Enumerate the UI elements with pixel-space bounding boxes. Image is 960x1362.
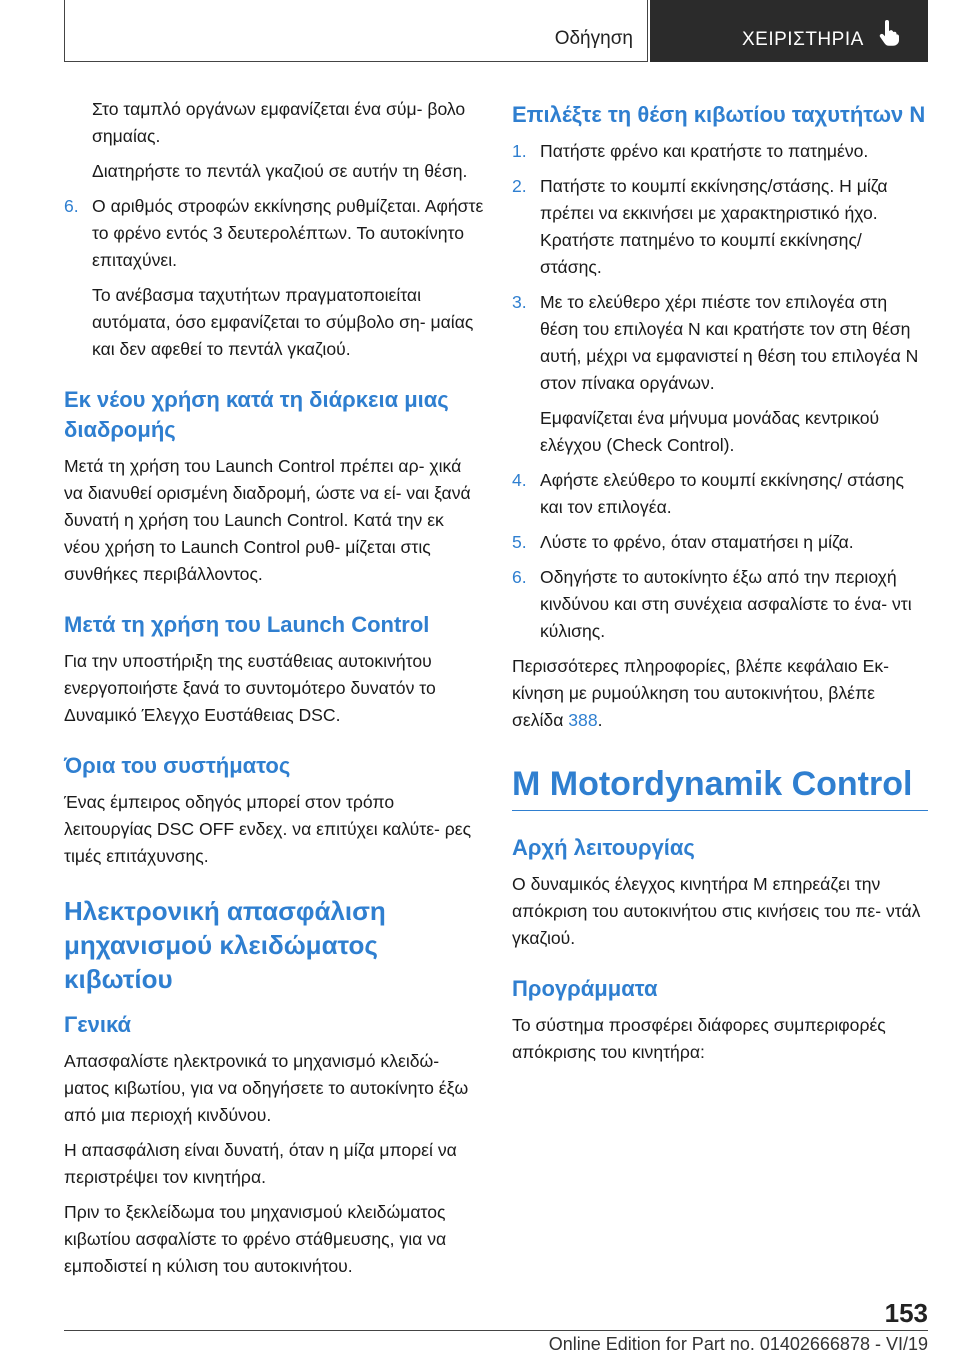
paragraph: Η απασφάλιση είναι δυνατή, όταν η μίζα μπορεί να περιστρέψει τον κινητήρα.: [64, 1140, 457, 1187]
list-item: [64, 193, 484, 274]
list-text: Λύστε το φρένο, όταν σταματήσει η μίζα.: [540, 532, 854, 552]
footer-edition: Online Edition for Part no. 01402666878 - VI/19: [548, 1334, 928, 1354]
main-title: M Motordynamik Control: [512, 764, 928, 811]
more-info-text: Περισσότερες πληροφορίες, βλέπε κεφάλαιο Εκ‐ κίνηση με ρυμούλκηση του αυτοκινήτου, βλέπε σελίδα: [512, 656, 889, 730]
chapter-heading: Ηλεκτρονική απασφάλιση μηχανισμού κλειδώματος κιβωτίου: [64, 896, 386, 994]
paragraph: Το ανέβασμα ταχυτήτων πραγματοποιείται αυτόματα, όσο εμφανίζεται το σύμβολο ση‐ μαίας και δεν αφεθεί το πεντάλ γκαζιού.: [92, 285, 474, 359]
paragraph: Διατηρήστε το πεντάλ γκαζιού σε αυτήν τη θέση.: [92, 161, 468, 181]
header-section-box: [64, 0, 648, 62]
list-item: [512, 289, 928, 397]
list-item: [512, 173, 928, 281]
list-text: Αφήστε ελεύθερο το κουμπί εκκίνησης/ στάσης και τον επιλογέα.: [540, 470, 904, 517]
paragraph: Μετά τη χρήση του Launch Control πρέπει αρ‐ χικά να διανυθεί ορισμένη διαδρομή, ώστε να εί‐ ναι ξανά δυνατή η χρήση του Launch Control. Κατά την εκ νέου χρήση το Launch Control ρυθ‐ μίζεται στις συνθήκες περιβάλλοντος.: [64, 456, 471, 584]
page-number: 153: [884, 1298, 928, 1328]
header-chapter-box: [650, 0, 928, 62]
page-header: [64, 0, 928, 64]
section-heading: Μετά τη χρήση του Launch Control: [64, 612, 430, 637]
list-item: [512, 564, 928, 645]
list-item: [512, 529, 928, 556]
page-reference-link[interactable]: 388: [568, 710, 598, 730]
list-text: Πατήστε φρένο και κρατήστε το πατημένο.: [540, 141, 869, 161]
list-text: Ο αριθμός στροφών εκκίνησης ρυθμίζεται. Αφήστε το φρένο εντός 3 δευτερολέπτων. Το αυτοκίνητο επιταχύνει.: [92, 196, 484, 270]
section-heading: Εκ νέου χρήση κατά τη διάρκεια μιας διαδρομής: [64, 387, 449, 442]
more-info-end: .: [597, 710, 603, 730]
list-number: 5.: [512, 532, 527, 552]
paragraph: Απασφαλίστε ηλεκτρονικά το μηχανισμό κλειδώ‐ ματος κιβωτίου, για να οδηγήσετε το αυτοκίνητο έξω από μια περιοχή κινδύνου.: [64, 1051, 469, 1125]
paragraph: Εμφανίζεται ένα μήνυμα μονάδας κεντρικού ελέγχου (Check Control).: [540, 408, 880, 455]
paragraph: Πριν το ξεκλείδωμα του μηχανισμού κλειδώματος κιβωτίου ασφαλίστε το φρένο στάθμευσης, για να εμποδιστεί η κύλιση του αυτοκινήτου.: [64, 1202, 447, 1276]
paragraph: [512, 653, 928, 734]
right-column: [512, 96, 928, 1074]
section-heading: Προγράμματα: [512, 976, 658, 1001]
hand-pointer-icon: [878, 20, 900, 46]
paragraph: Ένας έμπειρος οδηγός μπορεί στον τρόπο λειτουργίας DSC OFF ενδεχ. να επιτύχει καλύτε‐ ρες τιμές επιτάχυνσης.: [64, 792, 472, 866]
paragraph: Το σύστημα προσφέρει διάφορες συμπεριφορές απόκρισης του κινητήρα:: [512, 1015, 886, 1062]
list-item: [512, 467, 928, 521]
list-number: 2.: [512, 176, 527, 196]
paragraph: Ο δυναμικός έλεγχος κινητήρα M επηρεάζει την απόκριση του αυτοκινήτου στις κινήσεις του πε‐ ντάλ γκαζιού.: [512, 874, 921, 948]
section-heading: Επιλέξτε τη θέση κιβωτίου ταχυτήτων N: [512, 102, 926, 127]
list-number: 3.: [512, 292, 527, 312]
header-chapter-label: ΧΕΙΡΙΣΤΗΡΙΑ: [742, 29, 864, 50]
footer-divider: [64, 1330, 928, 1331]
list-item: [512, 138, 928, 165]
list-number: 4.: [512, 470, 527, 490]
paragraph: Για την υποστήριξη της ευστάθειας αυτοκινήτου ενεργοποιήστε ξανά το συντομότερο δυνατόν το Δυναμικό Έλεγχο Ευστάθειας DSC.: [64, 651, 436, 725]
list-number: 1.: [512, 141, 527, 161]
list-text: Πατήστε το κουμπί εκκίνησης/στάσης. Η μίζα πρέπει να εκκινήσει με χαρακτηριστικό ήχο. Κρατήστε πατημένο το κουμπί εκκίνησης/ στάσης.: [540, 176, 888, 277]
section-heading: Όρια του συστήματος: [64, 753, 291, 778]
list-number: 6.: [64, 196, 79, 216]
section-heading: Γενικά: [64, 1012, 132, 1037]
list-number: 6.: [512, 567, 527, 587]
section-heading: Αρχή λειτουργίας: [512, 835, 695, 860]
paragraph: Στο ταμπλό οργάνων εμφανίζεται ένα σύμ‐ βολο σημαίας.: [92, 99, 466, 146]
list-text: Με το ελεύθερο χέρι πιέστε τον επιλογέα στη θέση του επιλογέα N και κρατήστε τον στη θέση αυτή, μέχρι να εμφανιστεί η θέση του επιλογέα N στον πίνακα οργάνων.: [540, 292, 919, 393]
header-section-label: Οδήγηση: [554, 28, 633, 49]
list-text: Οδηγήστε το αυτοκίνητο έξω από την περιοχή κινδύνου και στη συνέχεια ασφαλίστε το ένα‐ ντι κύλισης.: [540, 567, 912, 641]
left-column: [64, 96, 484, 1288]
